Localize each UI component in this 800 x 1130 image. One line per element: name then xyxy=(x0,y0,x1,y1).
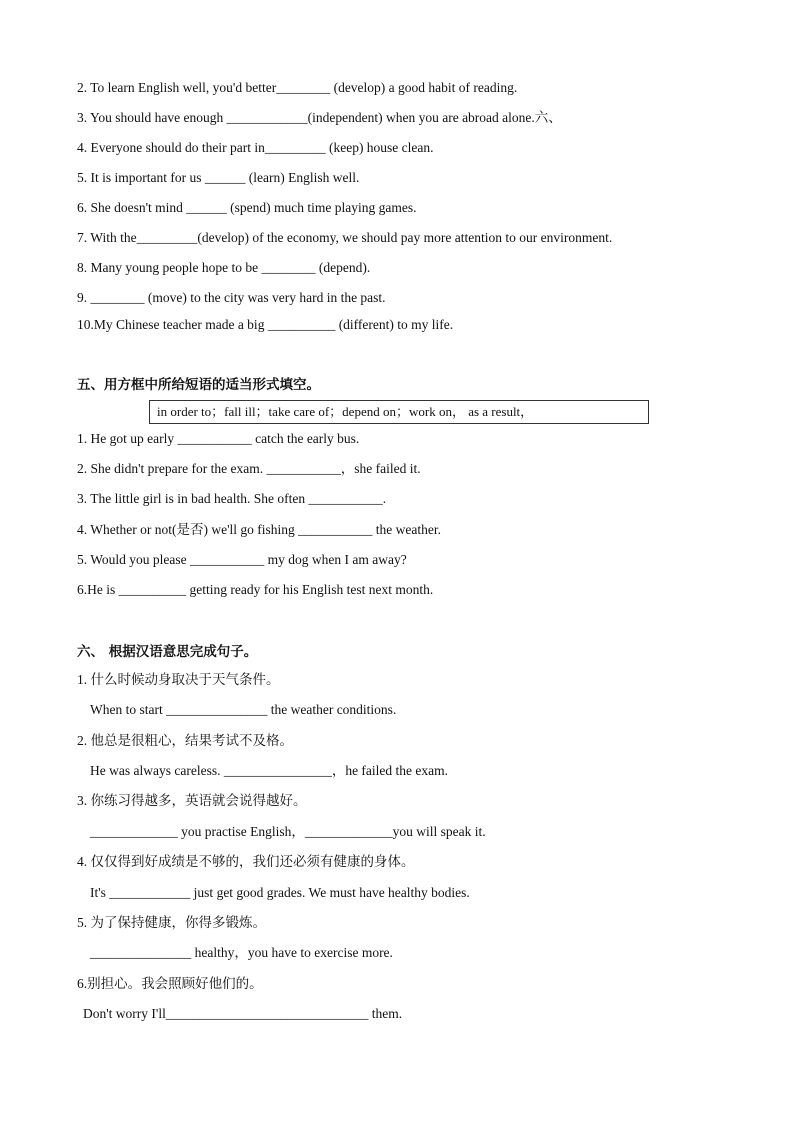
section-heading: 五、用方框中所给短语的适当形式填空。 xyxy=(77,377,320,393)
question-item: 4. Whether or not(是否) we'll go fishing ___________ the weather. xyxy=(77,522,441,537)
question-item: 6. She doesn't mind ______ (spend) much time playing games. xyxy=(77,200,417,215)
english-sentence: He was always careless. ________________，he failed the exam. xyxy=(90,763,449,778)
question-item: 4. Everyone should do their part in_________ (keep) house clean. xyxy=(77,140,434,155)
question-item: 2. To learn English well, you'd better________ (develop) a good habit of reading. xyxy=(77,80,518,95)
chinese-prompt: 1. 什么时候动身取决于天气条件。 xyxy=(77,672,280,687)
chinese-prompt: 2. 他总是很粗心，结果考试不及格。 xyxy=(77,733,293,748)
section-heading: 六、 根据汉语意思完成句子。 xyxy=(77,644,258,660)
chinese-prompt: 3. 你练习得越多，英语就会说得越好。 xyxy=(77,793,307,808)
question-item: 8. Many young people hope to be ________ (depend). xyxy=(77,260,371,275)
question-item: 5. Would you please ___________ my dog when I am away? xyxy=(77,552,407,567)
question-item: 6.He is __________ getting ready for his English test next month. xyxy=(77,582,434,597)
english-sentence: It's ____________ just get good grades. We must have healthy bodies. xyxy=(90,885,470,900)
question-item: 7. With the_________(develop) of the economy, we should pay more attention to our environment. xyxy=(77,230,613,245)
question-item: 1. He got up early ___________ catch the early bus. xyxy=(77,431,360,446)
question-item: 10.My Chinese teacher made a big __________ (different) to my life. xyxy=(77,317,454,332)
question-item: 3. You should have enough ____________(independent) when you are abroad alone.六、 xyxy=(77,110,562,125)
question-item: 2. She didn't prepare for the exam. ___________，she failed it. xyxy=(77,461,421,476)
chinese-prompt: 4. 仅仅得到好成绩是不够的，我们还必须有健康的身体。 xyxy=(77,854,415,869)
chinese-prompt: 5. 为了保持健康，你得多锻炼。 xyxy=(77,915,266,930)
chinese-prompt: 6.别担心。我会照顾好他们的。 xyxy=(77,976,263,991)
question-item: 5. It is important for us ______ (learn) English well. xyxy=(77,170,360,185)
phrase-box: in order to；fall ill；take care of；depend on；work on， as a result， xyxy=(149,400,649,424)
english-sentence: _______________ healthy，you have to exercise more. xyxy=(90,945,393,960)
question-item: 9. ________ (move) to the city was very hard in the past. xyxy=(77,290,386,305)
english-sentence: When to start _______________ the weather conditions. xyxy=(90,702,397,717)
english-sentence: _____________ you practise English，_____________you will speak it. xyxy=(90,824,486,839)
english-sentence: Don't worry I'll______________________________ them. xyxy=(83,1006,403,1021)
question-item: 3. The little girl is in bad health. She often ___________. xyxy=(77,491,387,506)
